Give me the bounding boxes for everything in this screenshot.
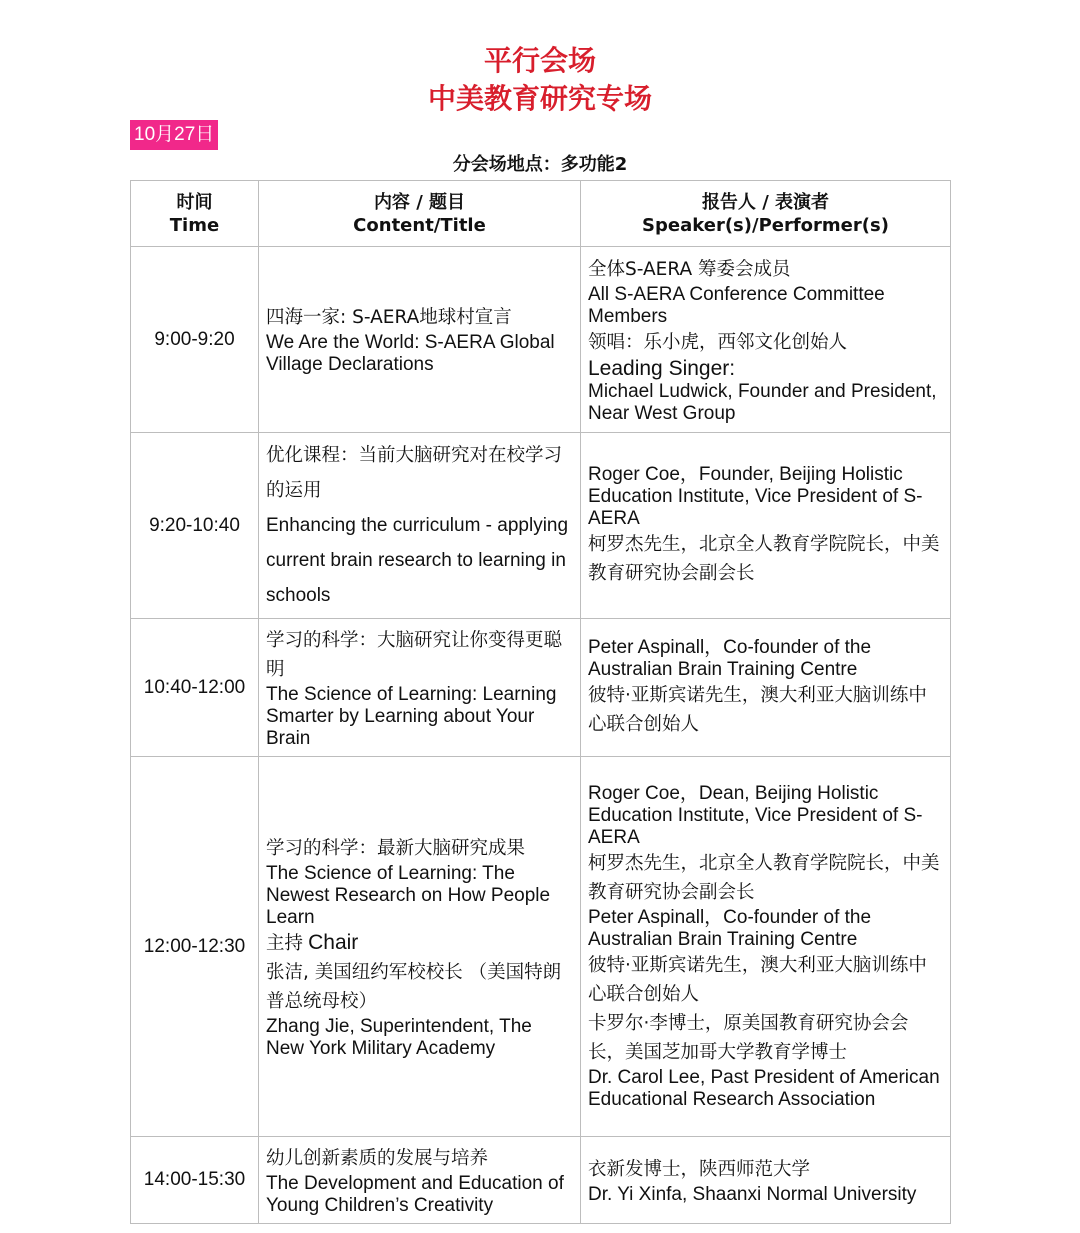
content-title-en: We Are the World: S-AERA Global Village Declarations: [266, 332, 555, 375]
column-header-en: Content/Title: [353, 214, 486, 236]
content-title-zh: 优化课程：当前大脑研究对在校学习的运用: [266, 445, 563, 501]
content-title-zh: 学习的科学：大脑研究让你变得更聪明: [266, 629, 563, 680]
table-row: [131, 757, 951, 1137]
speaker-zh: 柯罗杰先生，北京全人教育学院院长，中美教育研究协会副会长: [588, 852, 940, 903]
speaker-en: Peter Aspinall，Co-founder of the Australian Brain Training Centre: [588, 906, 872, 950]
chair-label-en: Chair: [308, 930, 359, 954]
speaker-en: Roger Coe，Dean, Beijing Holistic Education Institute, Vice President of S-AERA: [588, 782, 923, 848]
speaker-en: Dr. Carol Lee, Past President of American Educational Research Association: [588, 1066, 940, 1110]
column-header-zh: 内容 / 题目: [373, 191, 466, 213]
session-content: [259, 757, 581, 1137]
session-time: 9:20-10:40: [131, 433, 259, 619]
table-row: [131, 1137, 951, 1224]
column-header-en: Speaker(s)/Performer(s): [642, 214, 889, 236]
speaker-zh: 衣新发博士，陕西师范大学: [588, 1158, 811, 1180]
content-title-en: The Science of Learning: The Newest Research on How People Learn: [266, 862, 551, 928]
session-time: 10:40-12:00: [131, 619, 259, 757]
speaker-en: Roger Coe，Founder, Beijing Holistic Education Institute, Vice President of S-AERA: [588, 463, 923, 529]
speaker-zh: 柯罗杰先生，北京全人教育学院院长，中美教育研究协会副会长: [588, 533, 940, 584]
session-content: [259, 619, 581, 757]
speaker-zh: 彼特·亚斯宾诺先生，澳大利亚大脑训练中心联合创始人: [588, 684, 927, 735]
table-header-row: [131, 181, 951, 247]
speaker-zh: 彼特·亚斯宾诺先生，澳大利亚大脑训练中心联合创始人: [588, 954, 927, 1005]
content-title-zh: 学习的科学：最新大脑研究成果: [266, 837, 526, 859]
speaker-en: Peter Aspinall，Co-founder of the Australian Brain Training Centre: [588, 636, 872, 680]
speaker-en: All S-AERA Conference Committee Members: [588, 283, 885, 327]
session-time: 9:00-9:20: [131, 247, 259, 433]
session-time: 12:00-12:30: [131, 757, 259, 1137]
table-row: [131, 433, 951, 619]
speaker-role-en: Leading Singer:: [588, 356, 736, 380]
date-badge: 10月27日: [130, 120, 218, 150]
speaker-en: Dr. Yi Xinfa, Shaanxi Normal University: [588, 1183, 917, 1205]
column-header-zh: 时间: [176, 191, 213, 213]
column-header-en: Time: [169, 214, 220, 236]
session-speakers: [581, 433, 951, 619]
session-time: 14:00-15:30: [131, 1137, 259, 1224]
chair-label: [266, 929, 574, 958]
content-title-en: The Development and Education of Young Children’s Creativity: [266, 1172, 564, 1216]
content-title-en: The Science of Learning: Learning Smarter by Learning about Your Brain: [266, 683, 557, 749]
venue-label: 分会场地点：多功能2: [452, 154, 628, 175]
speaker-zh: 领唱：乐小虎，西邻文化创始人: [588, 331, 848, 353]
page-subtitle: 中美教育研究专场: [427, 82, 652, 115]
content-title-en: Enhancing the curriculum - applying current brain research to learning in schools: [266, 515, 569, 606]
session-content: [259, 247, 581, 433]
session-speakers: [581, 247, 951, 433]
column-header-zh: 报告人 / 表演者: [701, 191, 830, 213]
column-header-speakers: [581, 181, 951, 247]
session-content: [259, 433, 581, 619]
schedule-table: [130, 180, 951, 1224]
page-title: 平行会场: [483, 44, 596, 77]
content-title-zh: 四海一家: S-AERA地球村宣言: [266, 307, 512, 328]
session-speakers: [581, 757, 951, 1137]
table-row: [131, 247, 951, 433]
chair-name-en: Zhang Jie, Superintendent, The New York Military Academy: [266, 1015, 532, 1059]
speaker-zh: 全体S-AERA 筹委会成员: [588, 258, 791, 280]
session-speakers: [581, 1137, 951, 1224]
speaker-zh: 卡罗尔·李博士，原美国教育研究协会会长，美国芝加哥大学教育学博士: [588, 1012, 909, 1063]
speaker-en: Michael Ludwick, Founder and President, Near West Group: [588, 380, 937, 424]
column-header-time: [131, 181, 259, 247]
chair-name-zh: 张洁, 美国纽约军校校长 （美国特朗普总统母校）: [266, 961, 562, 1012]
table-row: [131, 619, 951, 757]
session-content: [259, 1137, 581, 1224]
column-header-content: [259, 181, 581, 247]
session-speakers: [581, 619, 951, 757]
chair-label-zh: 主持: [266, 932, 304, 954]
content-title-zh: 幼儿创新素质的发展与培养: [266, 1147, 489, 1169]
